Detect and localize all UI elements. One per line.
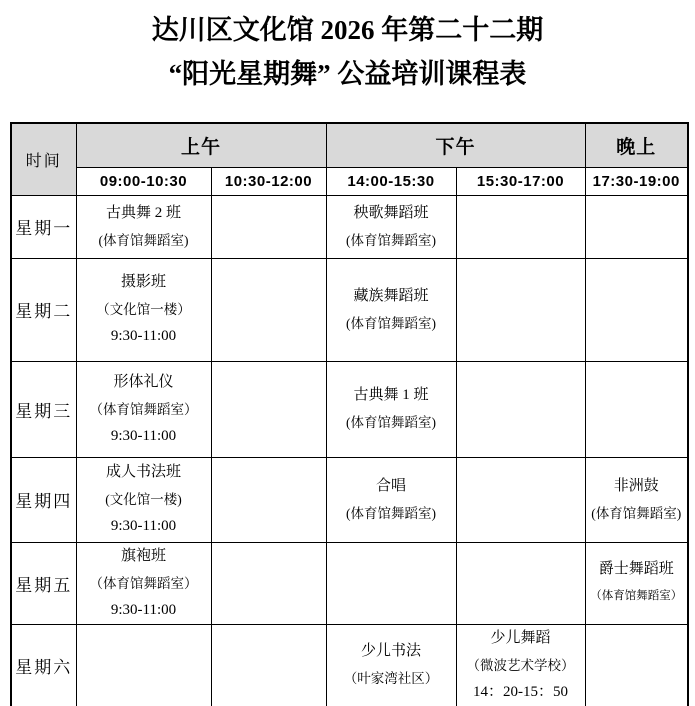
course-cell <box>326 624 456 706</box>
cell-line: (体育馆舞蹈室) <box>346 505 436 521</box>
schedule-row <box>11 258 688 361</box>
cell-line: （叶家湾社区） <box>343 671 439 686</box>
empty-cell <box>211 624 326 706</box>
cell-line: 秧歌舞蹈班 <box>353 204 429 221</box>
schedule-row <box>11 624 688 706</box>
cell-line: （体育馆舞蹈室） <box>590 590 683 602</box>
cell-line: 9:30-11:00 <box>110 328 177 344</box>
empty-cell <box>585 361 688 457</box>
cell-line: 少儿舞蹈 <box>490 629 551 646</box>
course-cell <box>326 361 456 457</box>
course-cell <box>76 457 211 542</box>
cell-line: 爵士舞蹈班 <box>598 561 674 577</box>
cell-line: （文化馆一楼） <box>96 302 191 317</box>
document-title <box>0 0 695 96</box>
empty-cell <box>211 361 326 457</box>
cell-line: 古典舞 2 班 <box>105 204 181 221</box>
time-corner-header: 时间 <box>11 123 76 195</box>
empty-cell <box>456 361 585 457</box>
cell-line: 成人书法班 <box>105 464 181 480</box>
empty-cell <box>76 624 211 706</box>
cell-line: 9:30-11:00 <box>110 427 177 444</box>
cell-line: (体育馆舞蹈室) <box>98 232 189 248</box>
cell-line: (体育馆舞蹈室) <box>346 315 436 331</box>
document-title-line-2: “阳光星期舞” 公益培训课程表 <box>168 59 527 89</box>
empty-cell <box>211 542 326 624</box>
document-title-line-1: 达川区文化馆 2026 年第二十二期 <box>151 15 544 45</box>
cell-line: (体育馆舞蹈室) <box>346 232 436 248</box>
empty-cell <box>211 195 326 258</box>
course-cell <box>585 457 688 542</box>
course-cell <box>326 258 456 361</box>
empty-cell <box>211 457 326 542</box>
course-cell <box>76 195 211 258</box>
time-slot-header-row <box>11 167 688 195</box>
cell-line: 9:30-11:00 <box>110 518 177 534</box>
cell-line: （微波艺术学校） <box>466 657 575 673</box>
cell-line: 形体礼仪 <box>113 373 174 390</box>
empty-cell <box>326 542 456 624</box>
empty-cell <box>211 258 326 361</box>
empty-cell <box>585 258 688 361</box>
time-slot-5: 17:30-19:00 <box>585 167 688 195</box>
cell-line: (体育馆舞蹈室) <box>346 415 436 430</box>
time-slot-2: 10:30-12:00 <box>211 167 326 195</box>
time-slot-3: 14:00-15:30 <box>326 167 456 195</box>
course-cell <box>585 542 688 624</box>
day-label: 星期五 <box>11 542 76 624</box>
course-cell <box>326 195 456 258</box>
cell-line: (文化馆一楼) <box>105 492 182 507</box>
cell-line: （体育馆舞蹈室） <box>89 575 198 591</box>
cell-line: 摄影班 <box>120 274 166 290</box>
cell-line: (体育馆舞蹈室) <box>591 505 682 521</box>
cell-line: 旗袍班 <box>120 547 166 564</box>
empty-cell <box>456 457 585 542</box>
schedule-row <box>11 457 688 542</box>
day-label: 星期四 <box>11 457 76 542</box>
course-cell <box>326 457 456 542</box>
day-label: 星期三 <box>11 361 76 457</box>
cell-line: 古典舞 1 班 <box>353 387 429 403</box>
period-header-afternoon: 下午 <box>326 123 585 167</box>
cell-line: 14：20-15：50 <box>473 683 568 700</box>
period-header-morning: 上午 <box>76 123 326 167</box>
empty-cell <box>585 195 688 258</box>
period-header-row <box>11 123 688 167</box>
cell-line: 少儿书法 <box>360 643 421 659</box>
empty-cell <box>456 195 585 258</box>
cell-line: 藏族舞蹈班 <box>353 287 429 304</box>
course-cell <box>76 542 211 624</box>
cell-line: 9:30-11:00 <box>110 601 177 618</box>
day-label: 星期六 <box>11 624 76 706</box>
schedule-row <box>11 542 688 624</box>
time-slot-4: 15:30-17:00 <box>456 167 585 195</box>
cell-line: （体育馆舞蹈室） <box>89 401 198 417</box>
course-cell <box>76 361 211 457</box>
day-label: 星期一 <box>11 195 76 258</box>
empty-cell <box>456 542 585 624</box>
schedule-table <box>10 122 689 706</box>
course-cell <box>76 258 211 361</box>
schedule-row <box>11 195 688 258</box>
empty-cell <box>585 624 688 706</box>
day-label: 星期二 <box>11 258 76 361</box>
empty-cell <box>456 258 585 361</box>
cell-line: 合唱 <box>375 477 406 494</box>
schedule-row <box>11 361 688 457</box>
period-header-evening: 晚上 <box>585 123 688 167</box>
time-slot-1: 09:00-10:30 <box>76 167 211 195</box>
cell-line: 非洲鼓 <box>613 477 659 494</box>
course-cell <box>456 624 585 706</box>
